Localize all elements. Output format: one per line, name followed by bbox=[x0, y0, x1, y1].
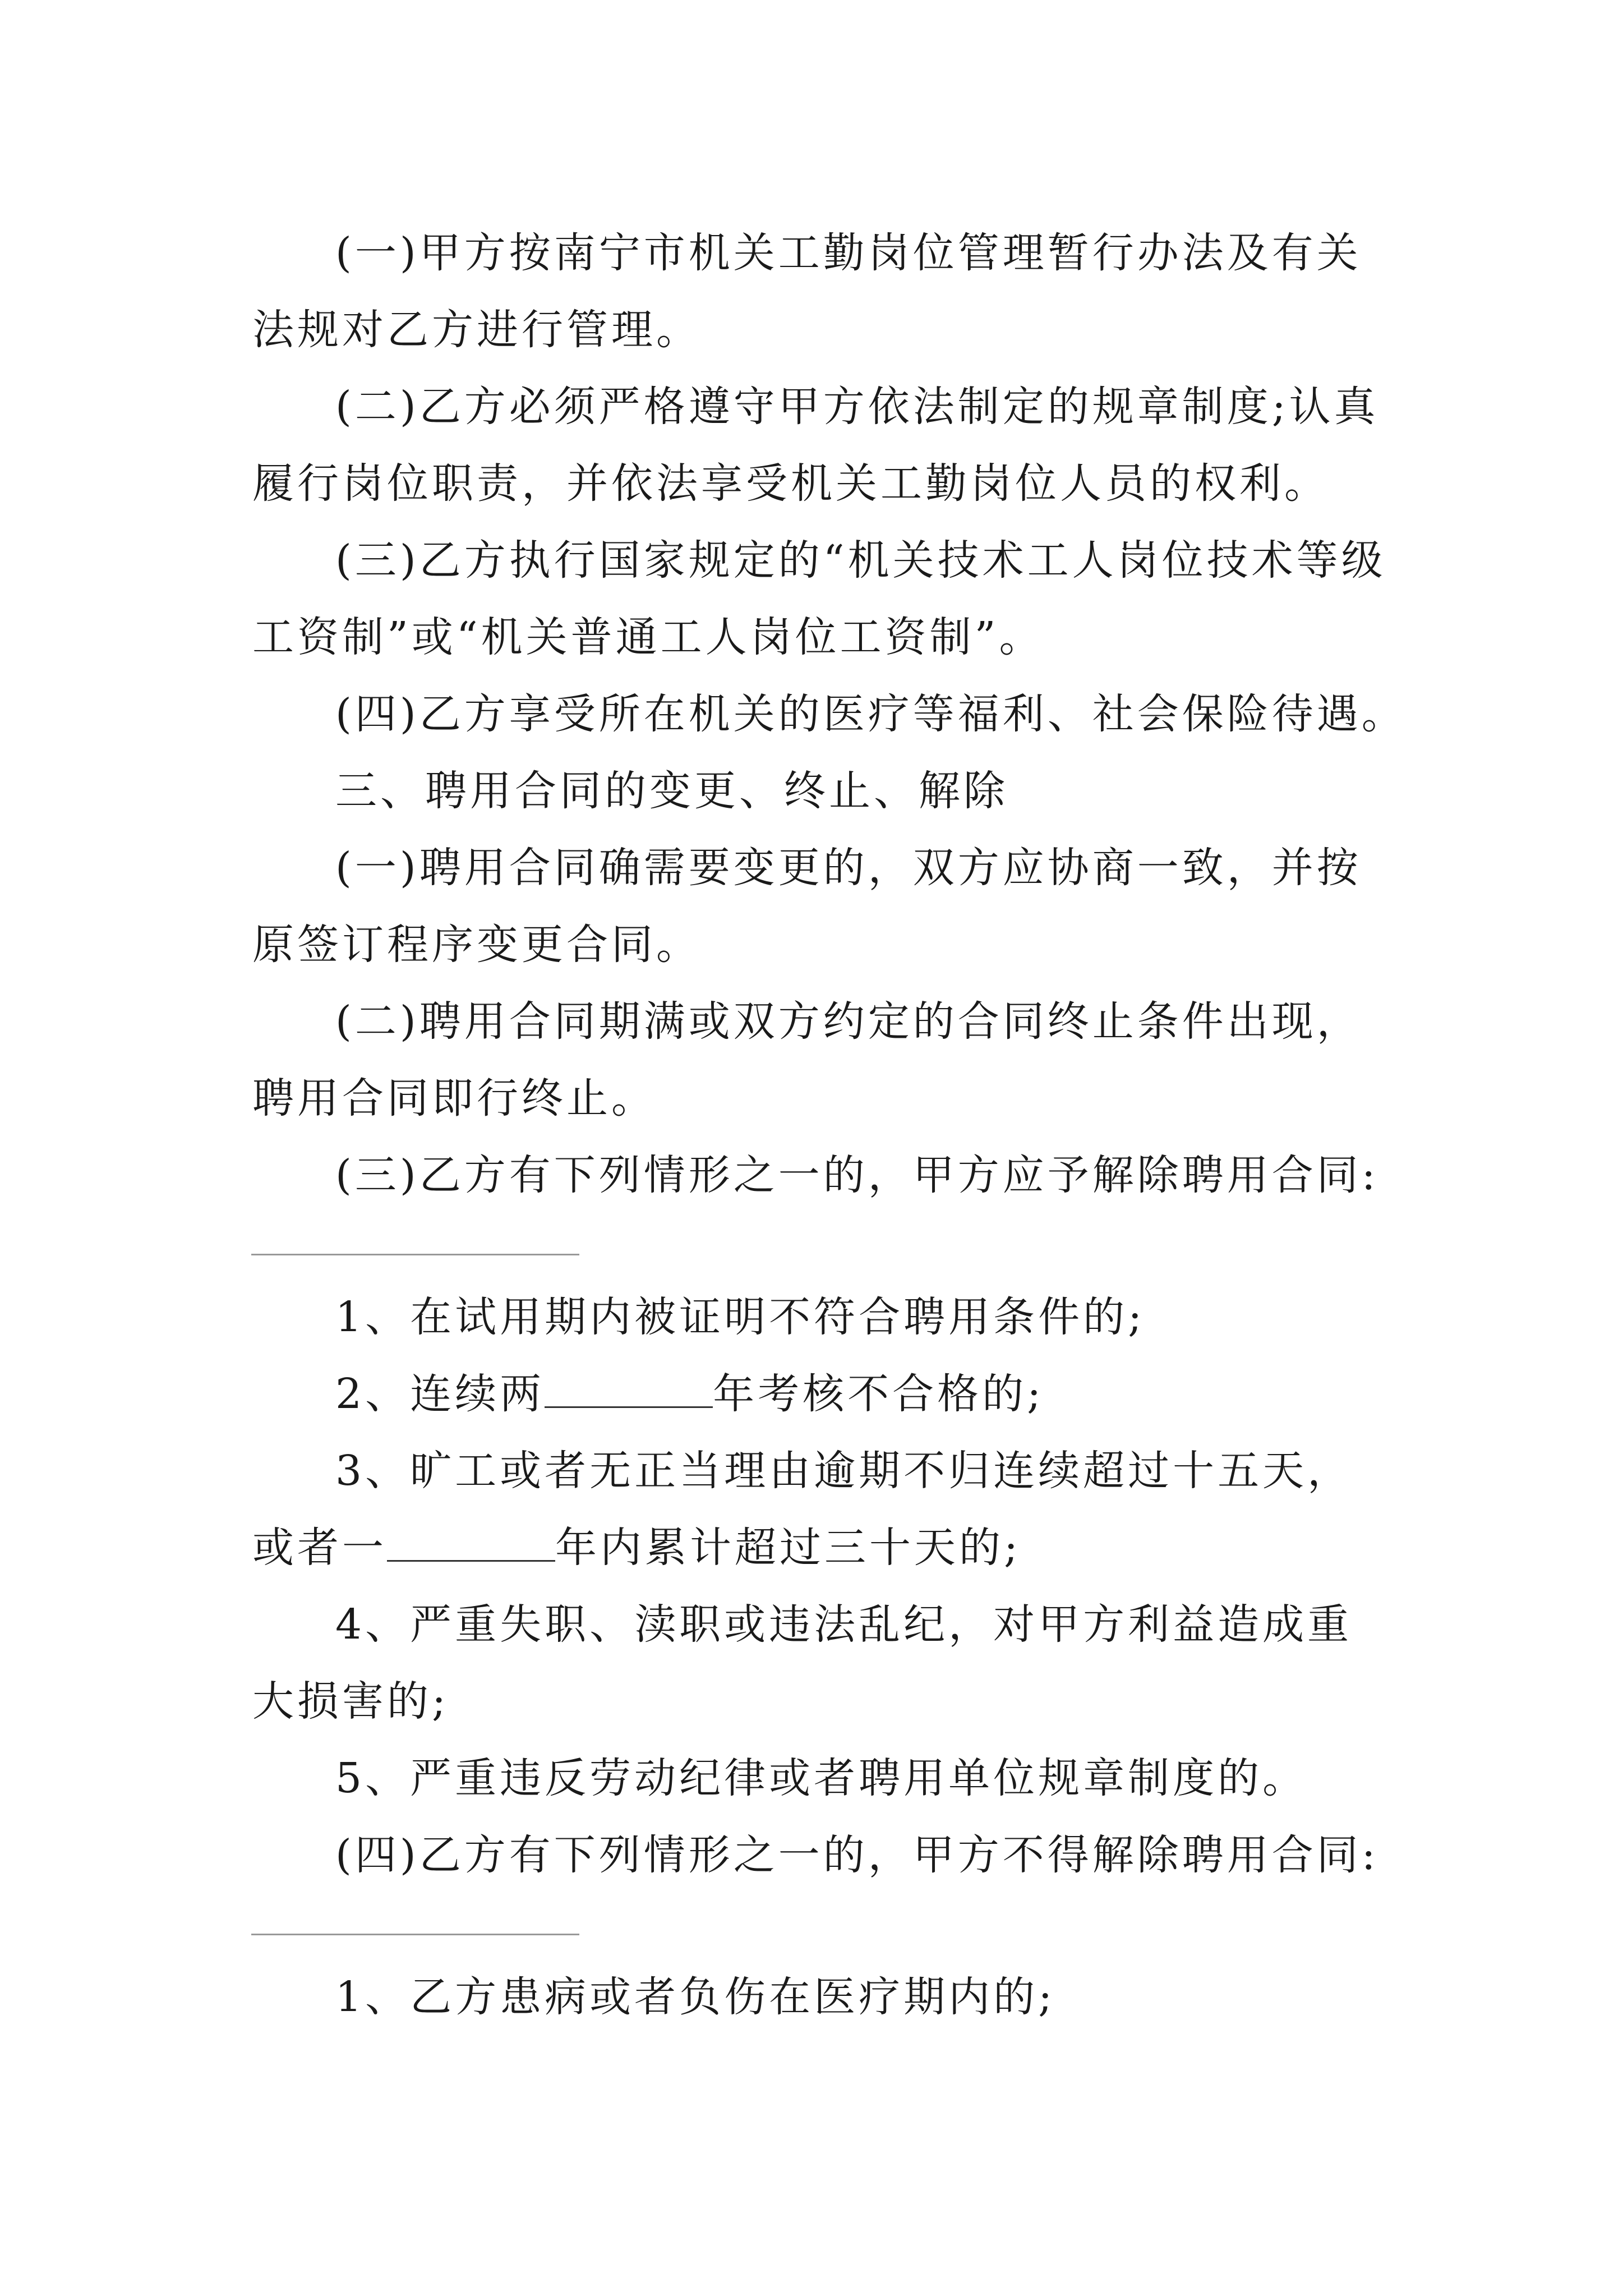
paragraph-contract-termination: (二)聘用合同期满或双方约定的合同终止条件出现，聘用合同即行终止。 bbox=[252, 997, 1362, 1122]
dismissal-item-4: 4、严重失职、渎职或违法乱纪，对甲方利益造成重大损害的; bbox=[252, 1600, 1353, 1726]
dismissal-item-2 bbox=[252, 1356, 1391, 1433]
footnote-divider bbox=[251, 1934, 579, 1935]
dismissal-item-3 bbox=[252, 1433, 1391, 1586]
dismissal-item-5: 5、严重违反劳动纪律或者聘用单位规章制度的。 bbox=[335, 1754, 1308, 1802]
dismissal-item-2-text-before: 2、连续两 bbox=[335, 1370, 545, 1418]
paragraph-dismissal-conditions: (三)乙方有下列情形之一的，甲方应予解除聘用合同: bbox=[335, 1151, 1379, 1199]
section-heading-contract-changes: 三、聘用合同的变更、终止、解除 bbox=[335, 767, 1008, 815]
paragraph-no-dismissal-conditions: (四)乙方有下列情形之一的，甲方不得解除聘用合同: bbox=[335, 1831, 1379, 1879]
dismissal-item-3-text-before: 3、旷工或者无正当理由逾期不归连续超过十五天，或者一 bbox=[252, 1447, 1353, 1572]
paragraph-rules-compliance: (二)乙方必须严格遵守甲方依法制定的规章制度;认真履行岗位职责，并依法享受机关工勤岗位人员的权利。 bbox=[252, 383, 1379, 508]
fill-in-blank bbox=[545, 1373, 713, 1408]
paragraph-contract-change: (一)聘用合同确需要变更的，双方应协商一致，并按原签订程序变更合同。 bbox=[252, 844, 1362, 969]
protection-item-1: 1、乙方患病或者负伤在医疗期内的; bbox=[335, 1973, 1056, 2021]
dismissal-item-2-text-after: 年考核不合格的; bbox=[713, 1370, 1045, 1418]
footnote-divider bbox=[251, 1254, 579, 1255]
paragraph-wage-system: (三)乙方执行国家规定的“机关技术工人岗位技术等级工资制”或“机关普通工人岗位工资制”。 bbox=[252, 536, 1386, 661]
fill-in-blank bbox=[387, 1526, 555, 1562]
paragraph-welfare: (四)乙方享受所在机关的医疗等福利、社会保险待遇。 bbox=[335, 690, 1407, 738]
paragraph-management: (一)甲方按南宁市机关工勤岗位管理暂行办法及有关法规对乙方进行管理。 bbox=[252, 229, 1362, 354]
dismissal-item-1: 1、在试用期内被证明不符合聘用条件的; bbox=[335, 1293, 1146, 1341]
dismissal-item-3-text-after: 年内累计超过三十天的; bbox=[555, 1524, 1021, 1572]
